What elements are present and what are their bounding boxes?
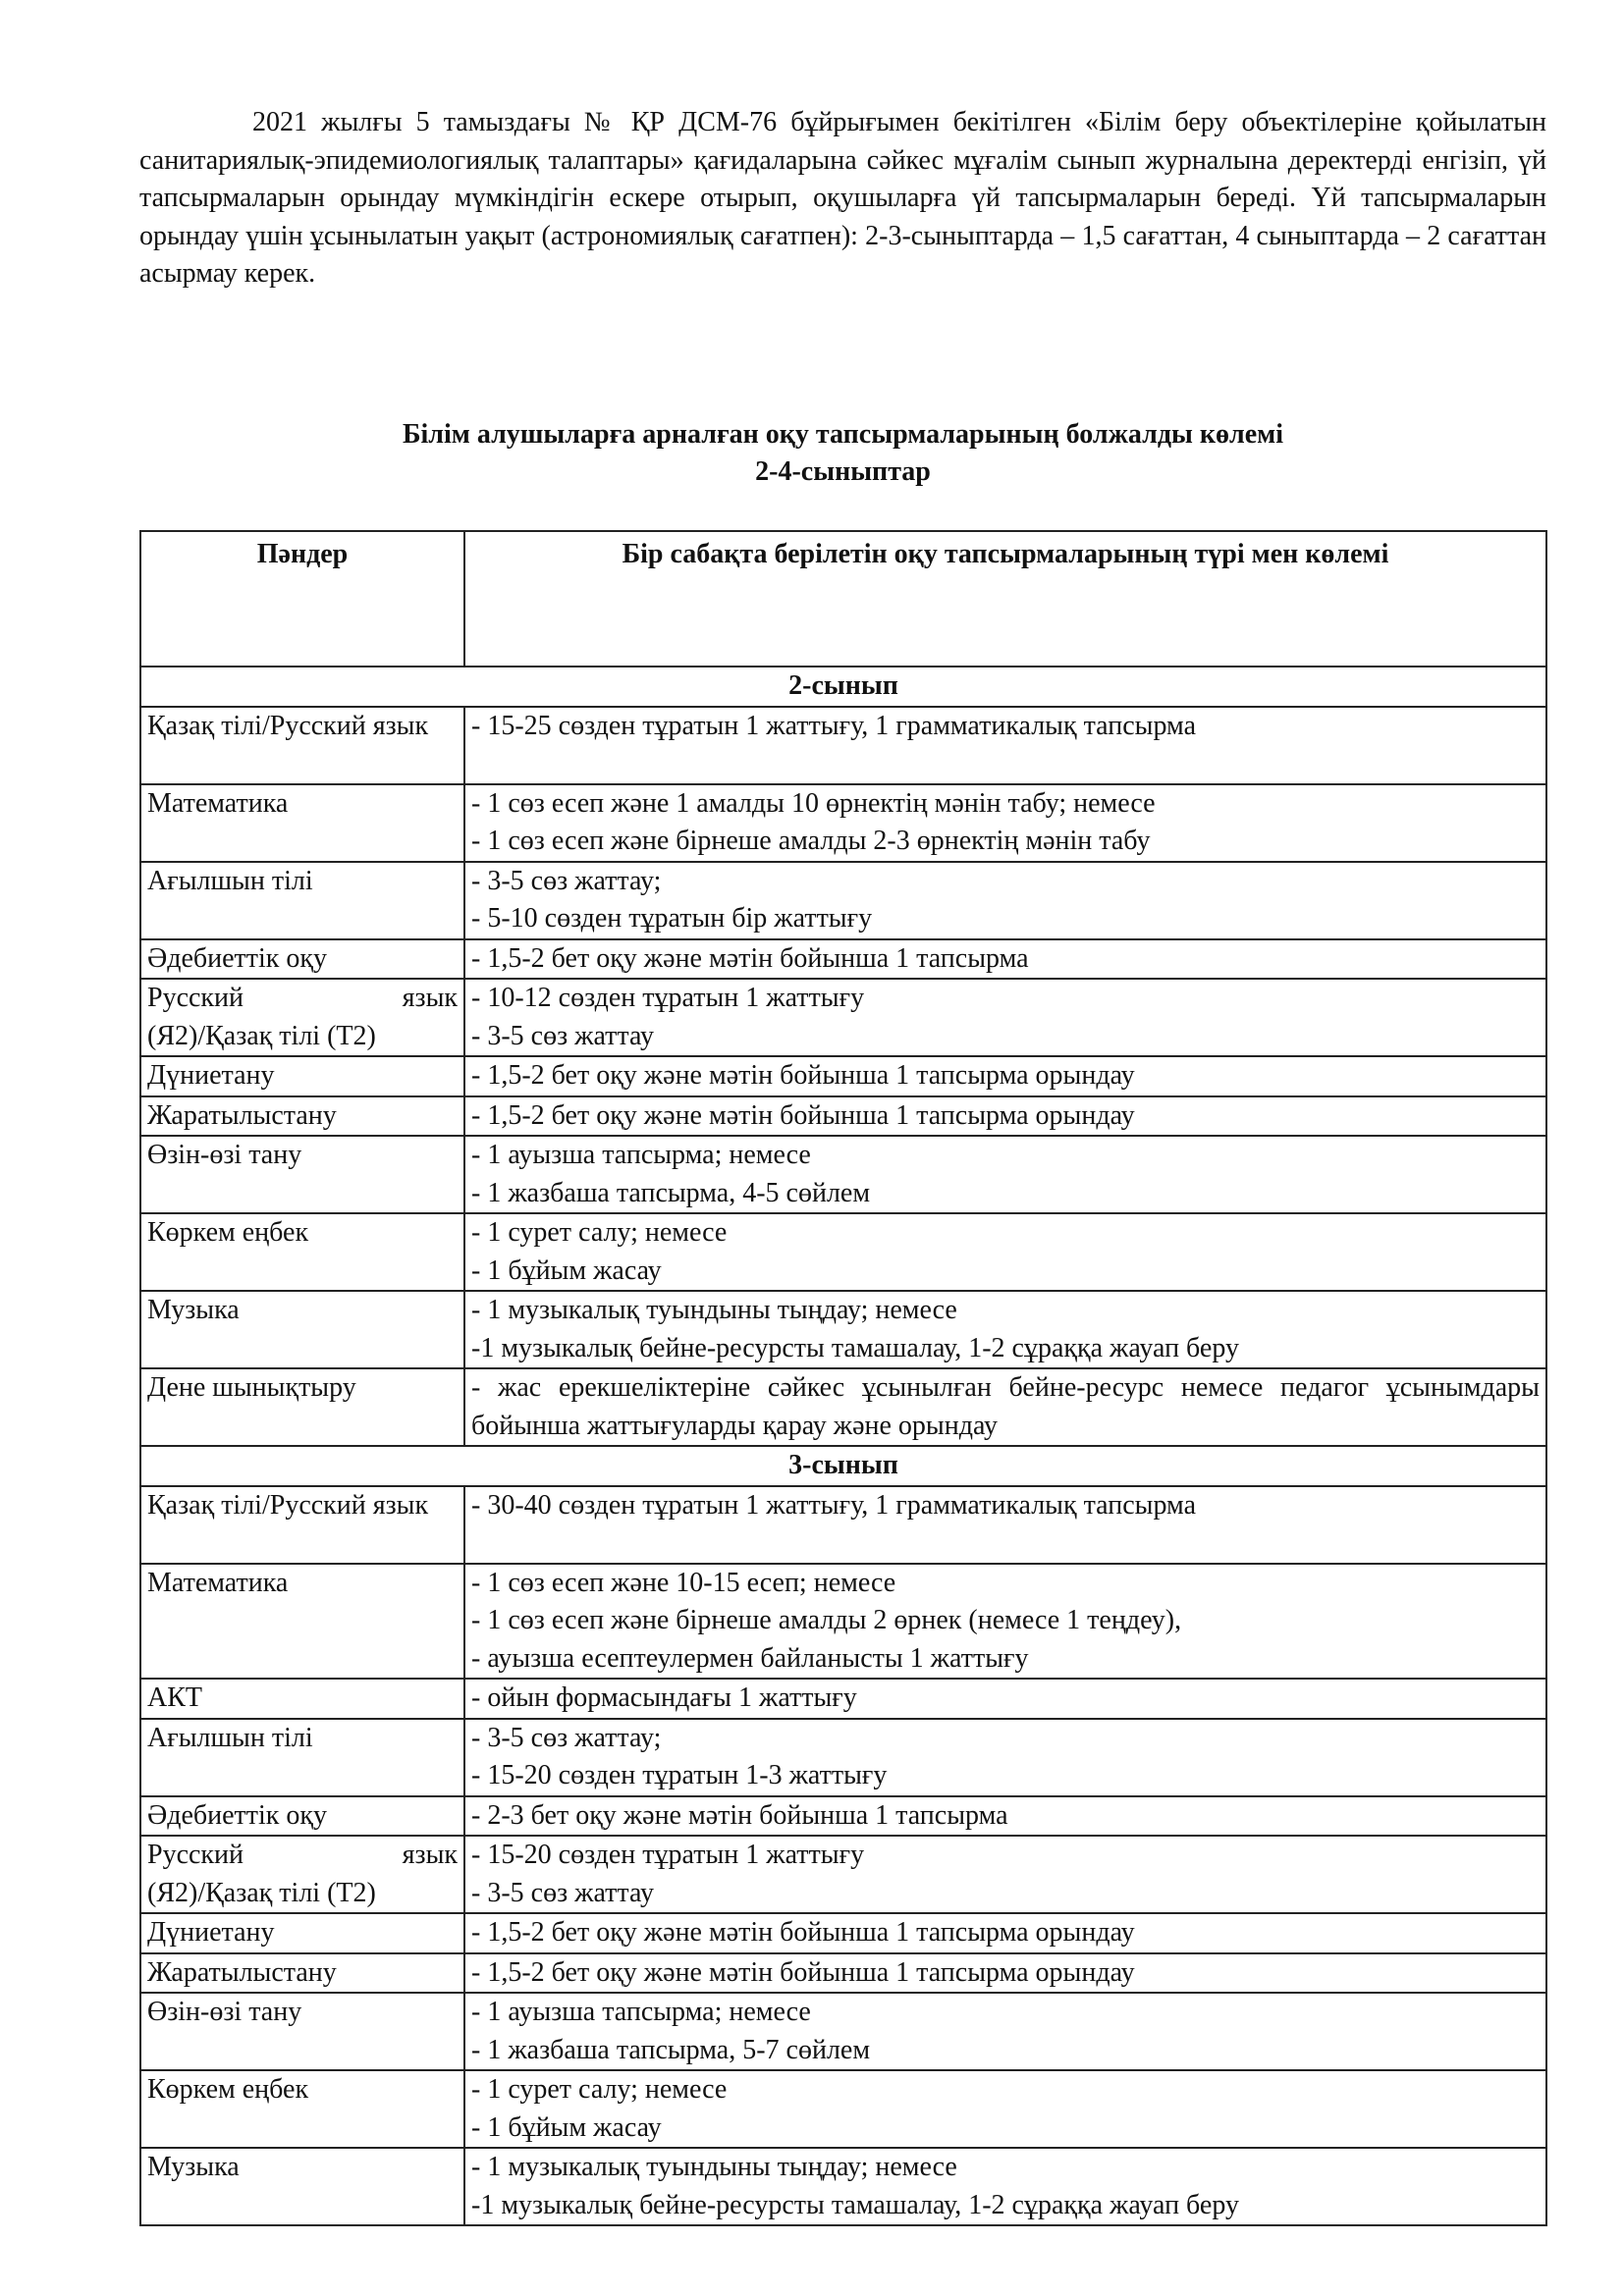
subject-cell: Музыка	[140, 1291, 464, 1368]
task-line: - ауызша есептеулермен байланысты 1 жаттығу	[471, 1642, 1029, 1674]
task-cell	[464, 1993, 1546, 2070]
subject-cell: Көркем еңбек	[140, 2070, 464, 2148]
task-line: - 1 жазбаша тапсырма, 5-7 сөйлем	[471, 2034, 871, 2065]
table-row	[140, 1993, 1546, 2070]
task-cell	[464, 2070, 1546, 2148]
table-row	[140, 939, 1546, 980]
task-line: - 15-20 сөзден тұратын 1-3 жаттығу	[471, 1760, 888, 1790]
task-line: - 1,5-2 бет оқу және мәтін бойынша 1 тапсырма орындау	[471, 1917, 1135, 1948]
task-line: - 1,5-2 бет оқу және мәтін бойынша 1 тапсырма орындау	[471, 1956, 1135, 1988]
task-line: - 1 сөз есеп және бірнеше амалды 2 өрнек (немесе 1 теңдеу),	[471, 1605, 1182, 1635]
table-row	[140, 1368, 1546, 1446]
subject-cell: АКТ	[140, 1679, 464, 1719]
table-row	[140, 1679, 1546, 1719]
subject-line: (Я2)/Қазақ тілі (Т2)	[147, 1877, 376, 1908]
assignment-volume-table	[139, 530, 1547, 2226]
table-row	[140, 707, 1546, 784]
grade-row-3	[140, 1446, 1546, 1486]
task-cell	[464, 784, 1546, 862]
task-line: - 1 сөз есеп және 10-15 есеп; немесе	[471, 1567, 896, 1598]
task-line: - 1,5-2 бет оқу және мәтін бойынша 1 тапсырма орындау	[471, 1060, 1135, 1091]
table-row	[140, 862, 1546, 939]
subject-cell: Математика	[140, 784, 464, 862]
subject-line: (Я2)/Қазақ тілі (Т2)	[147, 1020, 376, 1051]
table-row	[140, 1719, 1546, 1796]
subject-cell: Дене шынықтыру	[140, 1368, 464, 1446]
table-row	[140, 1836, 1546, 1913]
table-row	[140, 1136, 1546, 1213]
subject-line: Русский язык	[147, 1840, 458, 1870]
task-line: - жас ерекшеліктеріне сәйкес ұсынылған бейне-ресурс немесе педагог ұсынымдары бойынша жаттығуларды қарау және орындау	[471, 1372, 1540, 1441]
grade-row-2	[140, 667, 1546, 707]
task-cell	[464, 2148, 1546, 2225]
task-cell	[464, 1056, 1546, 1096]
task-line: - 1,5-2 бет оқу және мәтін бойынша 1 тапсырма	[471, 942, 1029, 974]
task-line: - 1 музыкалық туындыны тыңдау; немесе	[471, 1295, 957, 1325]
task-cell	[464, 1096, 1546, 1137]
task-cell	[464, 1913, 1546, 1953]
header-subjects: Пәндер	[140, 531, 464, 667]
subject-cell: Жаратылыстану	[140, 1953, 464, 1994]
task-line: - 1 сурет салу; немесе	[471, 2074, 728, 2105]
document-title	[139, 416, 1546, 491]
task-line: - 1,5-2 бет оқу және мәтін бойынша 1 тапсырма орындау	[471, 1099, 1135, 1131]
title-line-2: 2-4-сыныптар	[755, 456, 931, 487]
task-line: - 3-5 сөз жаттау;	[471, 865, 662, 896]
subject-cell: Дүниетану	[140, 1056, 464, 1096]
table-row	[140, 1796, 1546, 1837]
intro-paragraph: 2021 жылғы 5 тамыздағы № ҚР ДСМ-76 бұйрығымен бекітілген «Білім беру объектілеріне қойылатын санитариялық-эпидемиологиялық талаптары» қағидаларына сәйкес мұғалім сынып журналына деректерді енгізіп, үй тапсырмаларын орындау мүмкіндігін ескере отырып, оқушыларға үй тапсырмаларын береді. Үй тапсырмаларын орындау үшін ұсынылатын уақыт (астрономиялық сағатпен): 2-3-сыныптарда – 1,5 сағаттан, 4 сыныптарда – 2 сағаттан асырмау керек.	[139, 107, 1546, 289]
subject-cell: Әдебиеттік оқу	[140, 939, 464, 980]
subject-cell: Музыка	[140, 2148, 464, 2225]
task-line: -1 музыкалық бейне-ресурсты тамашалау, 1-2 сұраққа жауап беру	[471, 1332, 1239, 1363]
table-row	[140, 979, 1546, 1056]
task-cell	[464, 1836, 1546, 1913]
subject-cell	[140, 1836, 464, 1913]
subject-cell: Математика	[140, 1564, 464, 1680]
task-line: - 1 ауызша тапсырма; немесе	[471, 1140, 811, 1170]
task-cell	[464, 979, 1546, 1056]
task-line: - 30-40 сөзден тұратын 1 жаттығу, 1 грамматикалық тапсырма	[471, 1489, 1196, 1521]
header-tasks: Бір сабақта берілетін оқу тапсырмаларының түрі мен көлемі	[464, 531, 1546, 667]
subject-cell: Ағылшын тілі	[140, 862, 464, 939]
task-line: - 3-5 сөз жаттау;	[471, 1722, 662, 1753]
table-row	[140, 1564, 1546, 1680]
task-cell	[464, 1953, 1546, 1994]
task-line: - 5-10 сөзден тұратын бір жаттығу	[471, 903, 873, 934]
task-line: - 1 бұйым жасау	[471, 1255, 662, 1286]
task-line: - 1 сөз есеп және бірнеше амалды 2-3 өрнектің мәнін табу	[471, 826, 1151, 856]
table-header-row	[140, 531, 1546, 667]
task-cell	[464, 1136, 1546, 1213]
table-row	[140, 1913, 1546, 1953]
task-cell	[464, 707, 1546, 784]
grade-label: 2-сынып	[140, 667, 1546, 707]
subject-cell: Өзін-өзі тану	[140, 1136, 464, 1213]
subject-cell: Қазақ тілі/Русский язык	[140, 707, 464, 784]
table-row	[140, 2148, 1546, 2225]
subject-cell: Қазақ тілі/Русский язык	[140, 1486, 464, 1564]
task-line: - 15-20 сөзден тұратын 1 жаттығу	[471, 1840, 865, 1870]
task-line: - 2-3 бет оқу және мәтін бойынша 1 тапсырма	[471, 1799, 1008, 1831]
table-row	[140, 1213, 1546, 1291]
table-row	[140, 2070, 1546, 2148]
task-line: - 1 жазбаша тапсырма, 4-5 сөйлем	[471, 1177, 871, 1208]
subject-cell: Жаратылыстану	[140, 1096, 464, 1137]
table-row	[140, 1953, 1546, 1994]
task-line: - 1 сурет салу; немесе	[471, 1217, 728, 1248]
task-line: - 3-5 сөз жаттау	[471, 1020, 655, 1051]
subject-cell: Әдебиеттік оқу	[140, 1796, 464, 1837]
subject-cell	[140, 979, 464, 1056]
task-cell	[464, 862, 1546, 939]
task-cell	[464, 1486, 1546, 1564]
task-line: - 1 ауызша тапсырма; немесе	[471, 1997, 811, 2027]
task-line: -1 музыкалық бейне-ресурсты тамашалау, 1-2 сұраққа жауап беру	[471, 2189, 1239, 2220]
table-row	[140, 784, 1546, 862]
task-cell	[464, 1291, 1546, 1368]
subject-cell: Өзін-өзі тану	[140, 1993, 464, 2070]
task-cell	[464, 1368, 1546, 1446]
task-cell	[464, 1719, 1546, 1796]
task-line: - ойын формасындағы 1 жаттығу	[471, 1682, 857, 1713]
task-cell	[464, 1564, 1546, 1680]
task-line: - 10-12 сөзден тұратын 1 жаттығу	[471, 983, 865, 1013]
task-line: - 3-5 сөз жаттау	[471, 1877, 655, 1908]
subject-cell: Ағылшын тілі	[140, 1719, 464, 1796]
task-cell	[464, 939, 1546, 980]
table-row	[140, 1096, 1546, 1137]
table-row	[140, 1486, 1546, 1564]
task-cell	[464, 1796, 1546, 1837]
subject-cell: Көркем еңбек	[140, 1213, 464, 1291]
task-line: - 1 бұйым жасау	[471, 2111, 662, 2143]
grade-label: 3-сынып	[140, 1446, 1546, 1486]
title-line-1: Білім алушыларға арналған оқу тапсырмаларының болжалды көлемі	[402, 419, 1283, 450]
task-line: - 1 музыкалық туындыны тыңдау; немесе	[471, 2152, 957, 2182]
task-line: - 15-25 сөзден тұратын 1 жаттығу, 1 грамматикалық тапсырма	[471, 710, 1196, 741]
task-cell	[464, 1213, 1546, 1291]
subject-line: Русский язык	[147, 983, 458, 1013]
table-row	[140, 1291, 1546, 1368]
table-row	[140, 1056, 1546, 1096]
subject-cell: Дүниетану	[140, 1913, 464, 1953]
task-cell	[464, 1679, 1546, 1719]
task-line: - 1 сөз есеп және 1 амалды 10 өрнектің мәнін табу; немесе	[471, 787, 1156, 819]
